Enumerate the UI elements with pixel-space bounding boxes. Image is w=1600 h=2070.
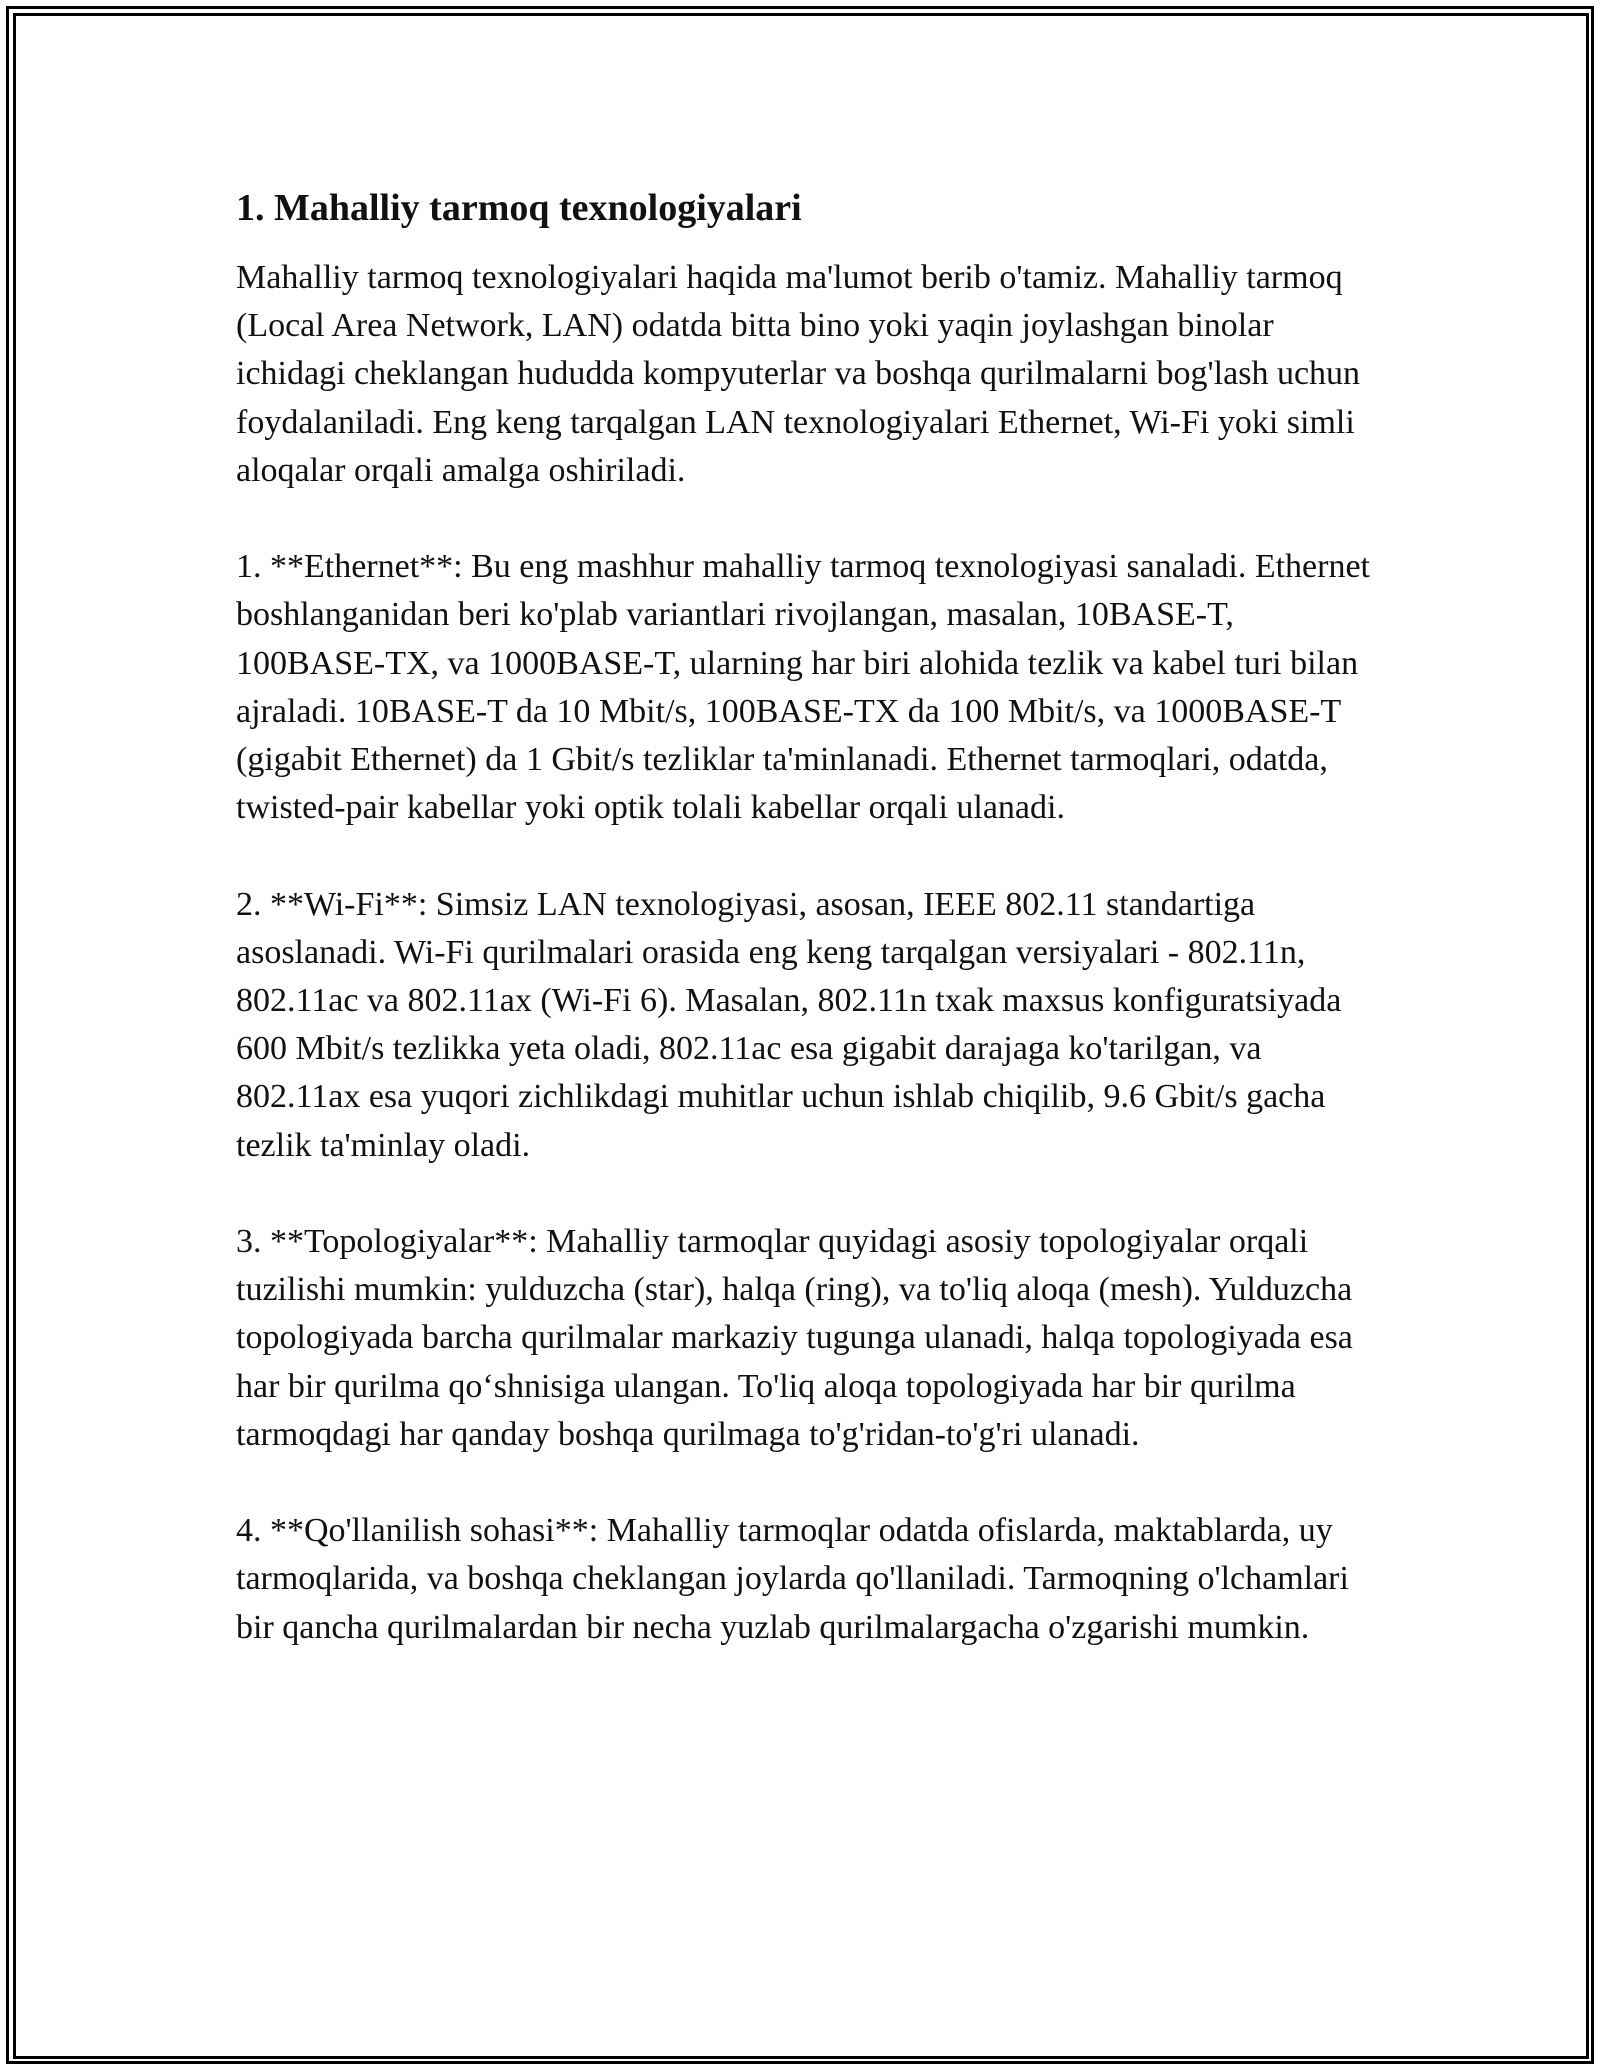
usage-paragraph: 4. **Qo'llanilish sohasi**: Mahalliy tarmoqlar odatda ofislarda, maktablarda, uy tarmoqlarida, va boshqa cheklangan joylarda qo'llaniladi. Tarmoqning o'lchamlari bir qancha qurilmalardan bir necha yuzlab qurilmalargacha o'zgarishi mumkin. <box>236 1512 1349 1646</box>
document-title: 1. Mahalliy tarmoq texnologiyalari <box>236 187 802 229</box>
intro-paragraph: Mahalliy tarmoq texnologiyalari haqida ma'lumot berib o'tamiz. Mahalliy tarmoq (Local Area Network, LAN) odatda bitta bino yoki yaqin joylashgan binolar ichidagi cheklangan hududda kompyuterlar va boshqa qurilmalarni bog'lash uchun foydalaniladi. Eng keng tarqalgan LAN texnologiyalari Ethernet, Wi-Fi yoki simli aloqalar orqali amalga oshiriladi. <box>236 259 1361 489</box>
document-body <box>236 184 1386 1700</box>
wifi-paragraph: 2. **Wi-Fi**: Simsiz LAN texnologiyasi, asosan, IEEE 802.11 standartiga asoslanadi. Wi-Fi qurilmalari orasida eng keng tarqalgan versiyalari - 802.11n, 802.11ac va 802.11ax (Wi-Fi 6). Masalan, 802.11n txak maxsus konfiguratsiyada 600 Mbit/s tezlikka yeta oladi, 802.11ac esa gigabit darajaga ko'tarilgan, va 802.11ax esa yuqori zichlikdagi muhitlar uchun ishlab chiqilib, 9.6 Gbit/s gacha tezlik ta'minlay oladi. <box>236 885 1342 1164</box>
topologies-paragraph: 3. **Topologiyalar**: Mahalliy tarmoqlar quyidagi asosiy topologiyalar orqali tuzilishi mumkin: yulduzcha (star), halqa (ring), va to'liq aloqa (mesh). Yulduzcha topologiyada barcha qurilmalar markaziy tugunga ulanadi, halqa topologiyada esa har bir qurilma qo‘shnisiga ulangan. To'liq aloqa topologiyada har bir qurilma tarmoqdagi har qanday boshqa qurilmaga to'g'ridan-to'g'ri ulanadi. <box>236 1223 1353 1453</box>
ethernet-paragraph: 1. **Ethernet**: Bu eng mashhur mahalliy tarmoq texnologiyasi sanaladi. Ethernet boshlanganidan beri ko'plab variantlari rivojlangan, masalan, 10BASE-T, 100BASE-TX, va 1000BASE-T, ularning har biri alohida tezlik va kabel turi bilan ajraladi. 10BASE-T da 10 Mbit/s, 100BASE-TX da 100 Mbit/s, va 1000BASE-T (gigabit Ethernet) da 1 Gbit/s tezliklar ta'minlanadi. Ethernet tarmoqlari, odatda, twisted-pair kabellar yoki optik tolali kabellar orqali ulanadi. <box>236 548 1371 827</box>
